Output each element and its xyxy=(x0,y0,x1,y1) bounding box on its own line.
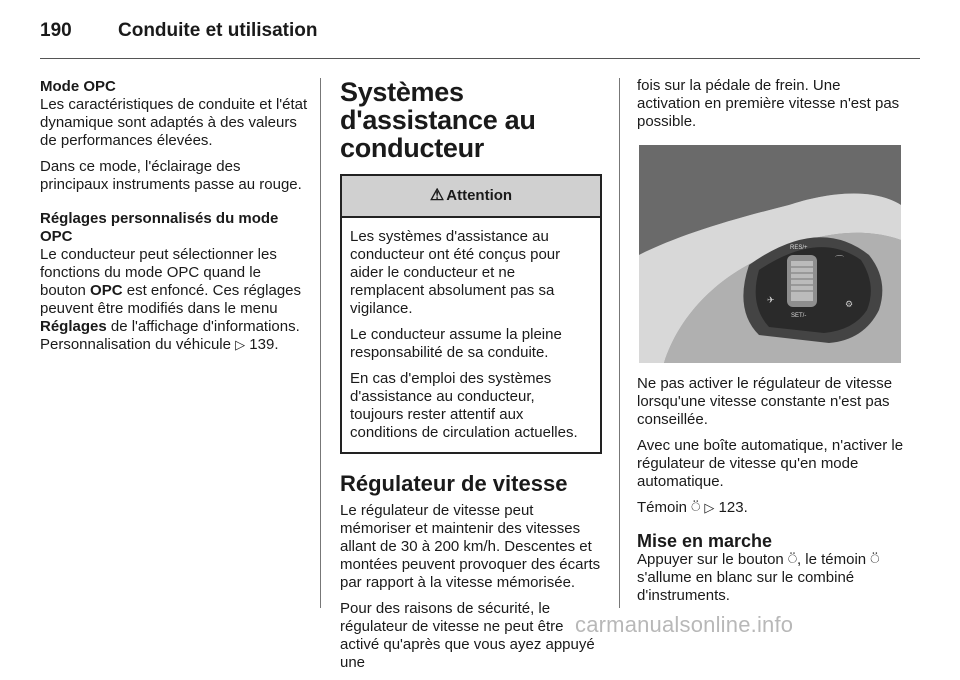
watermark: carmanualsonline.info xyxy=(575,612,794,637)
personal-settings-title: Réglages personnalisés du mode OPC xyxy=(40,210,279,245)
cruise-control-text-1: Le régulateur de vitesse peut mémoriser et maintenir des vitesses allant de 30 à 200 km/h. Descentes et montées peuvent provoquer des écarts par rapport à la vitesse mémorisée. xyxy=(340,502,601,591)
cruise-control-icon: ⍥ xyxy=(870,551,880,568)
column-1 xyxy=(40,78,308,362)
opc-button-label: OPC xyxy=(90,282,123,299)
steering-wheel-image xyxy=(639,145,901,363)
start-text-3: s'allume en blanc sur le combiné d'instruments. xyxy=(637,569,855,604)
column-2 xyxy=(340,78,602,680)
column-divider-1 xyxy=(320,78,321,608)
cruise-control-text-2: Pour des raisons de sécurité, le régulateur de vitesse ne peut être activé qu'après que vous ayez appuyé une xyxy=(340,600,595,671)
start-title: Mise en marche xyxy=(637,531,773,551)
warning-title: Attention xyxy=(446,187,513,204)
start-text xyxy=(637,551,905,605)
section-title: Systèmes d'assistance au conducteur xyxy=(340,77,536,163)
constant-speed-text: Ne pas activer le régulateur de vitesse lorsqu'une vitesse constante n'est pas conseillée. xyxy=(637,375,893,428)
personal-text-2: est enfoncé. Ces réglages peuvent être modifiés dans le menu xyxy=(40,282,302,317)
page-ref-arrow-icon: ▷ xyxy=(235,337,246,352)
warning-text-2: Le conducteur assume la pleine responsabilité de sa conduite. xyxy=(350,326,562,361)
opc-mode-text: Les caractéristiques de conduite et l'état dynamique sont adaptés à des valeurs de performances élevées. xyxy=(40,96,308,149)
page-ref-link[interactable]: 139. xyxy=(249,336,279,353)
start-text-1: Appuyer sur le bouton xyxy=(637,551,788,568)
indicator-text xyxy=(637,499,905,517)
cruise-control-icon: ⍥ xyxy=(787,551,797,568)
personal-text-3: de l'affichage d'informations. Personnalisation du véhicule xyxy=(40,318,300,353)
warning-text-1: Les systèmes d'assistance au conducteur ont été conçus pour aider le conducteur et ne remplacent absolument pas sa vigilance. xyxy=(350,228,561,317)
settings-menu-label: Réglages xyxy=(40,318,107,335)
svg-text:✈: ✈ xyxy=(767,296,775,306)
continued-text: fois sur la pédale de frein. Une activation en première vitesse n'est pas possible. xyxy=(637,77,900,130)
svg-text:⌒: ⌒ xyxy=(835,256,845,266)
set-label: SET/- xyxy=(791,313,807,319)
cruise-control-title: Régulateur de vitesse xyxy=(340,471,568,496)
page-title: Conduite et utilisation xyxy=(118,20,318,41)
warning-triangle-icon: ⚠ xyxy=(429,187,445,204)
header-rule xyxy=(40,58,920,59)
svg-text:⚙: ⚙ xyxy=(845,300,854,310)
opc-mode-title: Mode OPC xyxy=(40,78,116,95)
column-3 xyxy=(637,77,905,613)
page-ref-arrow-icon: ▷ xyxy=(704,500,715,515)
warning-header xyxy=(342,176,600,218)
indicator-page-ref[interactable]: 123. xyxy=(718,499,748,516)
start-text-2: , le témoin xyxy=(796,551,871,568)
warning-text-3: En cas d'emploi des systèmes d'assistance au conducteur, toujours rester attentif aux conditions de circulation actuelles. xyxy=(350,370,578,441)
indicator-label: Témoin xyxy=(637,499,692,516)
cruise-control-icon: ⍥ xyxy=(691,499,701,516)
warning-body xyxy=(342,218,600,452)
res-label: RES/+ xyxy=(790,245,808,251)
page-number: 190 xyxy=(40,20,72,41)
column-divider-2 xyxy=(619,78,620,608)
personal-text-1: Le conducteur peut sélectionner les fonctions du mode OPC quand le bouton xyxy=(40,246,277,299)
opc-lighting-text: Dans ce mode, l'éclairage des principaux instruments passe au rouge. xyxy=(40,158,302,193)
automatic-gearbox-text: Avec une boîte automatique, n'activer le régulateur de vitesse qu'en mode automatique. xyxy=(637,437,904,490)
warning-box xyxy=(340,174,602,454)
personal-settings-text xyxy=(40,246,308,354)
